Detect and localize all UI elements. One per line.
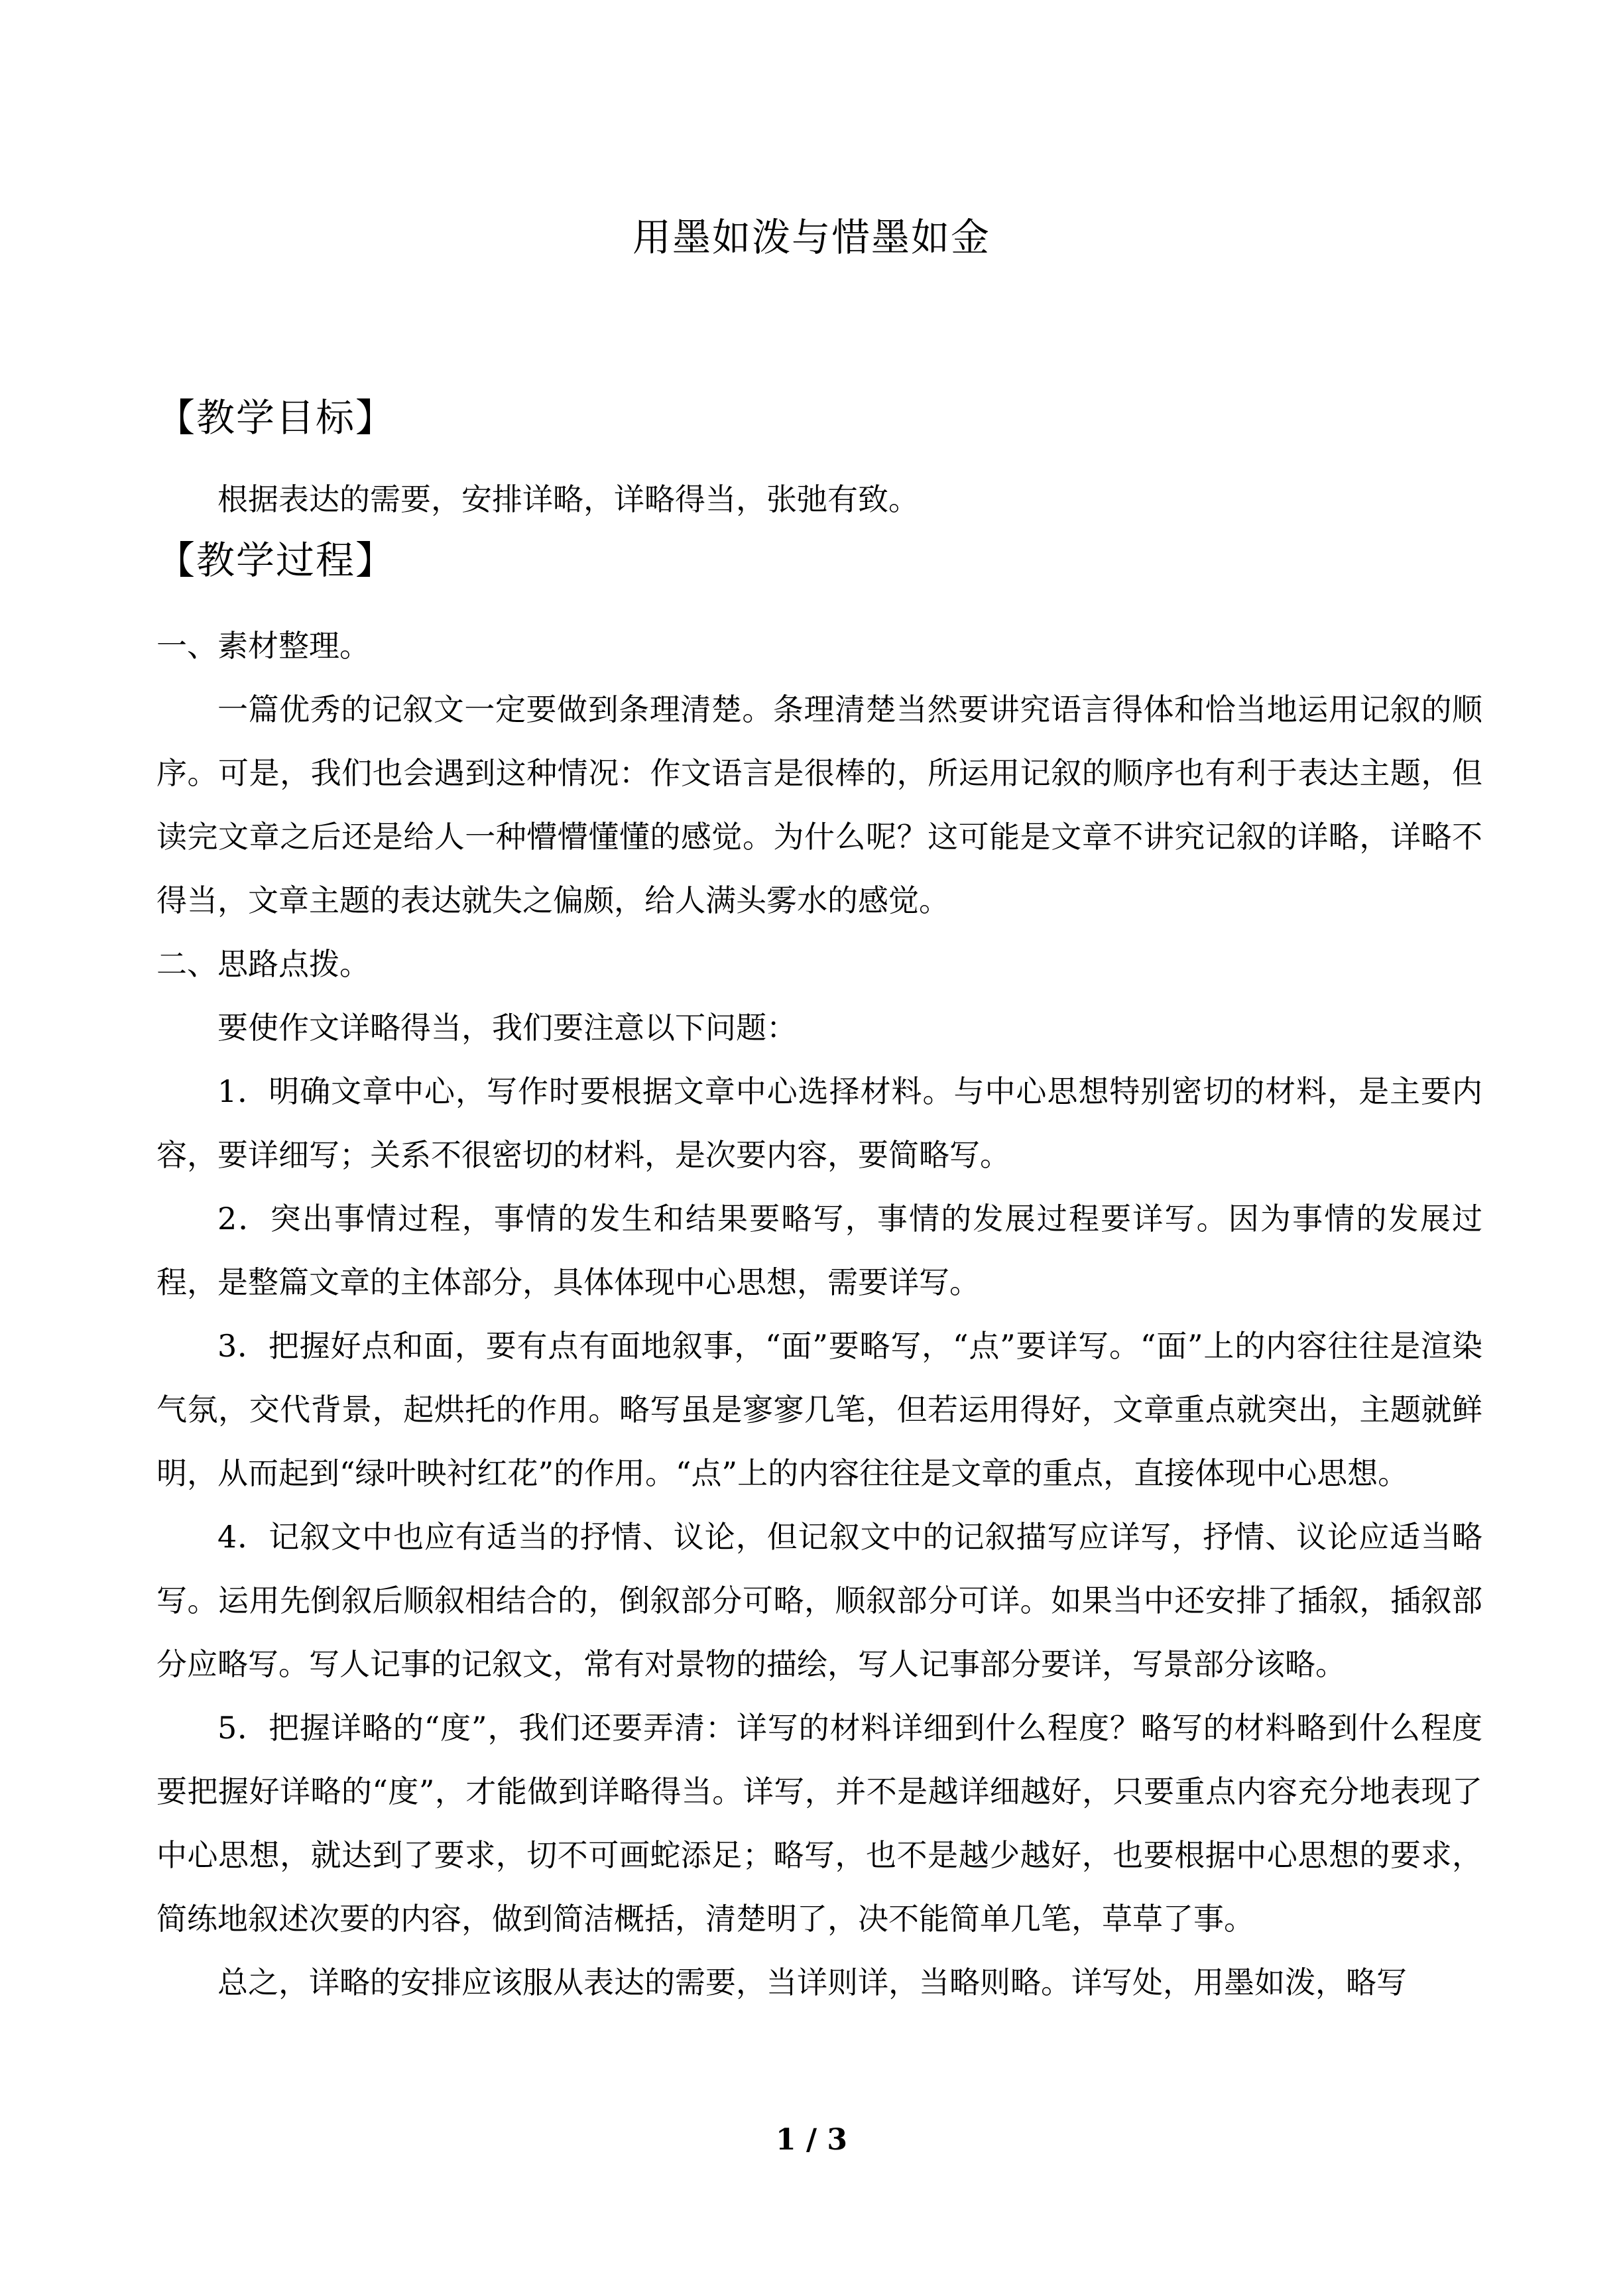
point-3: 3．把握好点和面，要有点有面地叙事，“面”要略写，“点”要详写。“面”上的内容往往是渲染气氛，交代背景，起烘托的作用。略写虽是寥寥几笔，但若运用得好，文章重点就突出，主题就鲜明，从而起到“绿叶映衬红花”的作用。“点”上的内容往往是文章的重点，直接体现中心思想。 [156,1328,1482,1491]
process-heading: 【教学过程】 [156,538,396,583]
point-1: 1．明确文章中心，写作时要根据文章中心选择材料。与中心思想特别密切的材料，是主要内容，要详细写；关系不很密切的材料，是次要内容，要简略写。 [156,1073,1482,1173]
summary-text: 总之，详略的安排应该服从表达的需要，当详则详，当略则略。详写处，用墨如泼，略写 [217,1964,1407,2000]
point-2: 2．突出事情过程，事情的发生和结果要略写，事情的发展过程要详写。因为事情的发展过程，是整篇文章的主体部分，具体体现中心思想，需要详写。 [156,1201,1482,1300]
goals-heading: 【教学目标】 [156,395,396,440]
part2-heading: 二、思路点拨。 [156,946,370,982]
page-number: 1 / 3 [776,2123,847,2157]
part1-heading: 一、素材整理。 [156,628,370,664]
point-5: 5．把握详略的“度”，我们还要弄清：详写的材料详细到什么程度？略写的材料略到什么程度要把握好详略的“度”，才能做到详略得当。详写，并不是越详细越好，只要重点内容充分地表现了中心思想，就达到了要求，切不可画蛇添足；略写，也不是越少越好，也要根据中心思想的要求，简练地叙述次要的内容，做到简洁概括，清楚明了，决不能简单几笔，草草了事。 [156,1710,1482,1937]
goals-text: 根据表达的需要，安排详略，详略得当，张弛有致。 [217,481,919,517]
document-title: 用墨如泼与惜墨如金 [632,215,991,260]
part2-intro: 要使作文详略得当，我们要注意以下问题： [217,1010,797,1046]
point-4: 4．记叙文中也应有适当的抒情、议论，但记叙文中的记叙描写应详写，抒情、议论应适当略写。运用先倒叙后顺叙相结合的，倒叙部分可略，顺叙部分可详。如果当中还安排了插叙，插叙部分应略写。写人记事的记叙文，常有对景物的描绘，写人记事部分要详，写景部分该略。 [156,1519,1482,1682]
content-body [156,614,1482,2014]
part1-text: 一篇优秀的记叙文一定要做到条理清楚。条理清楚当然要讲究语言得体和恰当地运用记叙的顺序。可是，我们也会遇到这种情况：作文语言是很棒的，所运用记叙的顺序也有利于表达主题，但读完文章之后还是给人一种懵懵懂懂的感觉。为什么呢？这可能是文章不讲究记叙的详略，详略不得当，文章主题的表达就失之偏颇，给人满头雾水的感觉。 [156,692,1482,918]
